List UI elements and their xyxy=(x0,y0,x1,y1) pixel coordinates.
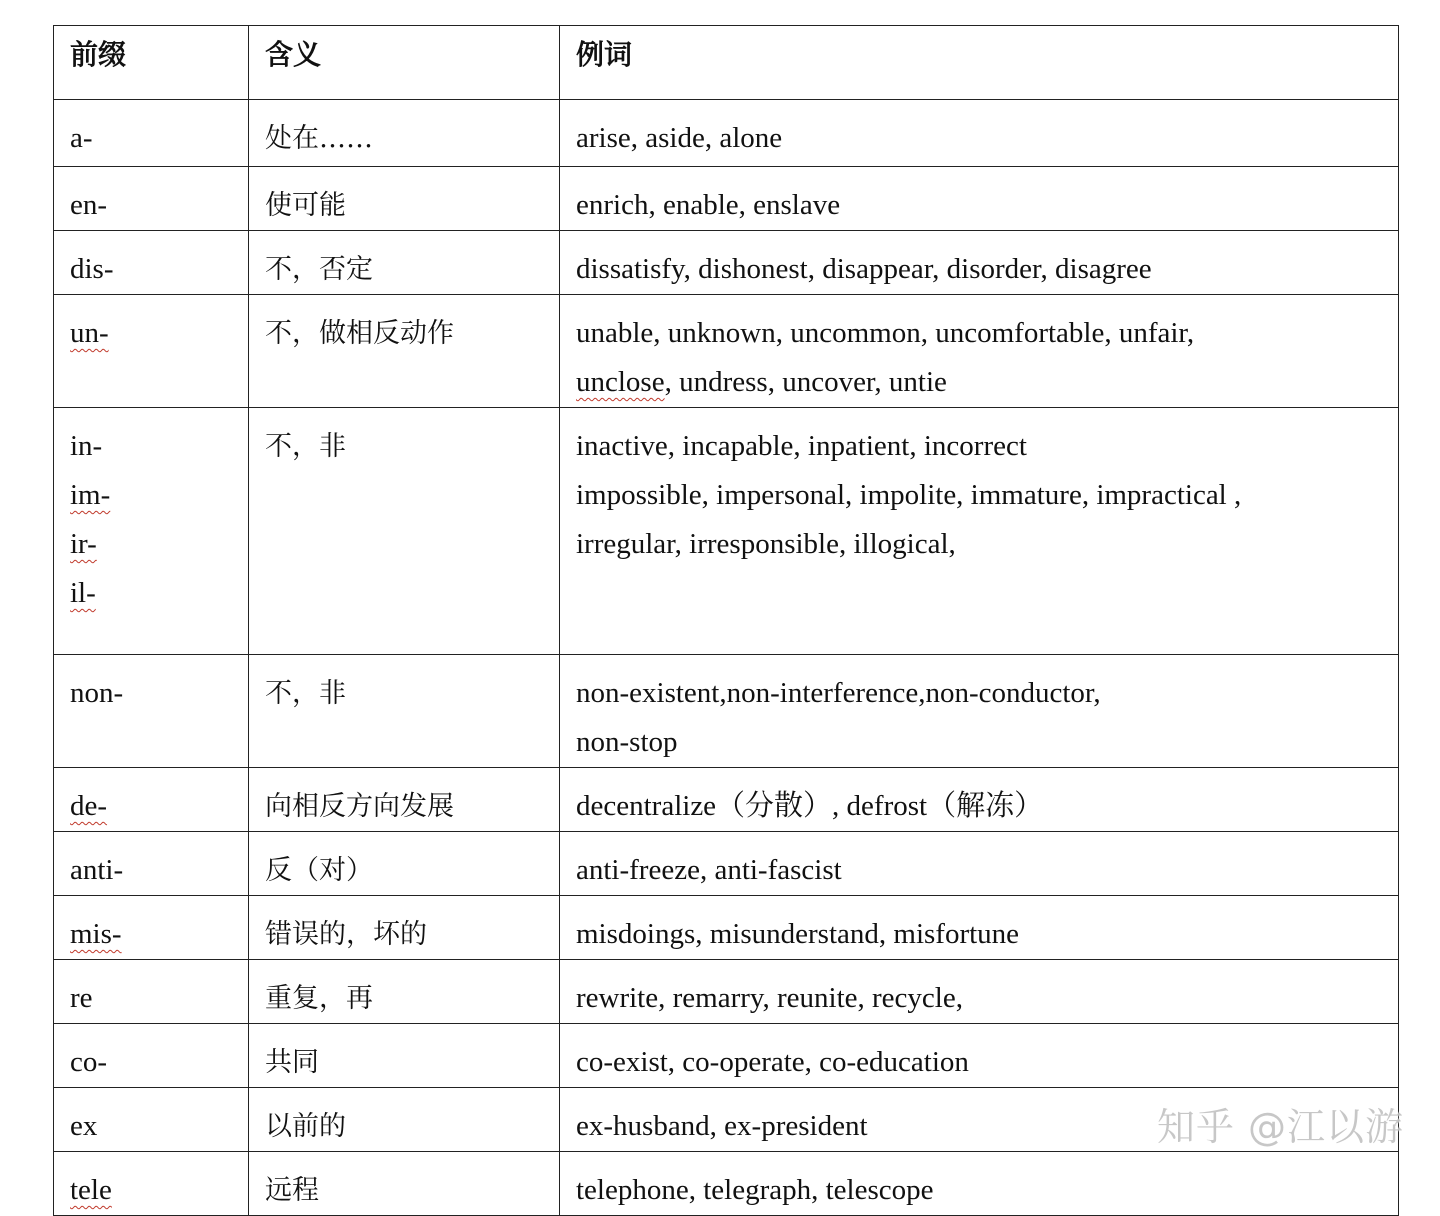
prefix-table xyxy=(53,25,1399,1216)
meaning-cell xyxy=(249,832,560,896)
prefix-text: in- xyxy=(70,430,103,462)
table-row xyxy=(54,1024,1399,1088)
examples-text: telephone, telegraph, telescope xyxy=(576,1174,934,1206)
prefix-cell xyxy=(54,1088,249,1152)
meaning-cell xyxy=(249,231,560,295)
prefix-cell xyxy=(54,100,249,167)
header-meaning: 含义 xyxy=(249,26,560,100)
meaning-text: 不，非 xyxy=(265,431,346,462)
misspelled-word: unclose xyxy=(576,366,665,398)
prefix-cell xyxy=(54,960,249,1024)
examples-cell xyxy=(560,167,1399,231)
examples-text: non-existent,non-interference,non-conductor, xyxy=(576,677,1101,709)
examples-cell xyxy=(560,100,1399,167)
examples-cell xyxy=(560,295,1399,408)
examples-cell xyxy=(560,231,1399,295)
meaning-text: 远程 xyxy=(265,1175,319,1206)
table-row xyxy=(54,100,1399,167)
prefix-cell xyxy=(54,231,249,295)
examples-text: rewrite, remarry, reunite, recycle, xyxy=(576,982,963,1014)
examples-text: co-exist, co-operate, co-education xyxy=(576,1046,969,1078)
meaning-cell xyxy=(249,655,560,768)
examples-cell xyxy=(560,408,1399,655)
examples-cell xyxy=(560,1024,1399,1088)
prefix-text: ex xyxy=(70,1110,98,1142)
table-row xyxy=(54,231,1399,295)
meaning-cell xyxy=(249,1088,560,1152)
meaning-text: 不，否定 xyxy=(265,254,373,285)
examples-text: inactive, incapable, inpatient, incorrect xyxy=(576,430,1027,462)
prefix-text: a- xyxy=(70,122,93,154)
prefix-cell xyxy=(54,408,249,655)
meaning-cell xyxy=(249,768,560,832)
table-row xyxy=(54,768,1399,832)
header-examples: 例词 xyxy=(560,26,1399,100)
prefix-cell xyxy=(54,655,249,768)
prefix-cell xyxy=(54,896,249,960)
meaning-text: 反（对） xyxy=(265,855,373,886)
meaning-text: 不，做相反动作 xyxy=(265,318,454,349)
table-row xyxy=(54,295,1399,408)
table-row xyxy=(54,896,1399,960)
header-row xyxy=(54,26,1399,100)
meaning-cell xyxy=(249,896,560,960)
meaning-text: 使可能 xyxy=(265,190,346,221)
prefix-text: tele xyxy=(70,1174,112,1206)
prefix-text: de- xyxy=(70,790,108,822)
examples-cell xyxy=(560,1152,1399,1216)
examples-cell xyxy=(560,655,1399,768)
table-row xyxy=(54,655,1399,768)
examples-text: anti-freeze, anti-fascist xyxy=(576,854,842,886)
examples-cell xyxy=(560,768,1399,832)
prefix-text: re xyxy=(70,982,93,1014)
header-prefix: 前缀 xyxy=(54,26,249,100)
prefix-cell xyxy=(54,295,249,408)
examples-text: arise, aside, alone xyxy=(576,122,783,154)
meaning-text: 向相反方向发展 xyxy=(265,791,454,822)
meaning-cell xyxy=(249,295,560,408)
meaning-text: 错误的，坏的 xyxy=(265,919,427,950)
examples-text: irregular, irresponsible, illogical, xyxy=(576,528,956,560)
meaning-text: 以前的 xyxy=(265,1111,346,1142)
examples-text: impossible, impersonal, impolite, immature, impractical , xyxy=(576,479,1242,511)
examples-text: unclose, undress, uncover, untie xyxy=(576,366,947,398)
meaning-cell xyxy=(249,960,560,1024)
prefix-text: anti- xyxy=(70,854,124,886)
prefix-text: im- xyxy=(70,479,111,511)
meaning-cell xyxy=(249,1152,560,1216)
prefix-text: mis- xyxy=(70,918,122,950)
prefix-cell xyxy=(54,1152,249,1216)
meaning-text: 共同 xyxy=(265,1047,319,1078)
prefix-text: en- xyxy=(70,189,108,221)
meaning-text: 重复，再 xyxy=(265,983,373,1014)
prefix-cell xyxy=(54,768,249,832)
examples-text: non-stop xyxy=(576,726,678,758)
meaning-text: 不，非 xyxy=(265,678,346,709)
table-row xyxy=(54,960,1399,1024)
watermark: 知乎 @江以游 xyxy=(1156,1105,1404,1149)
table-row xyxy=(54,408,1399,655)
examples-text: ex-husband, ex-president xyxy=(576,1110,868,1142)
meaning-cell xyxy=(249,1024,560,1088)
prefix-text: co- xyxy=(70,1046,108,1078)
table-body xyxy=(54,26,1399,1216)
meaning-cell xyxy=(249,167,560,231)
examples-text: misdoings, misunderstand, misfortune xyxy=(576,918,1020,950)
prefix-cell xyxy=(54,167,249,231)
meaning-cell xyxy=(249,408,560,655)
meaning-text: 处在…… xyxy=(265,123,373,154)
meaning-cell xyxy=(249,100,560,167)
prefix-cell xyxy=(54,832,249,896)
prefix-text: dis- xyxy=(70,253,114,285)
prefix-cell xyxy=(54,1024,249,1088)
prefix-text: ir- xyxy=(70,528,97,560)
table-row xyxy=(54,832,1399,896)
examples-text: dissatisfy, dishonest, disappear, disorder, disagree xyxy=(576,253,1152,285)
table-row xyxy=(54,1152,1399,1216)
table-row xyxy=(54,167,1399,231)
prefix-text: un- xyxy=(70,317,109,349)
examples-cell xyxy=(560,896,1399,960)
prefix-text: non- xyxy=(70,677,124,709)
examples-text: decentralize（分散）, defrost（解冻） xyxy=(576,790,1044,822)
prefix-text: il- xyxy=(70,577,96,609)
examples-text: enrich, enable, enslave xyxy=(576,189,841,221)
examples-cell xyxy=(560,832,1399,896)
examples-cell xyxy=(560,960,1399,1024)
examples-text: unable, unknown, uncommon, uncomfortable, unfair, xyxy=(576,317,1195,349)
